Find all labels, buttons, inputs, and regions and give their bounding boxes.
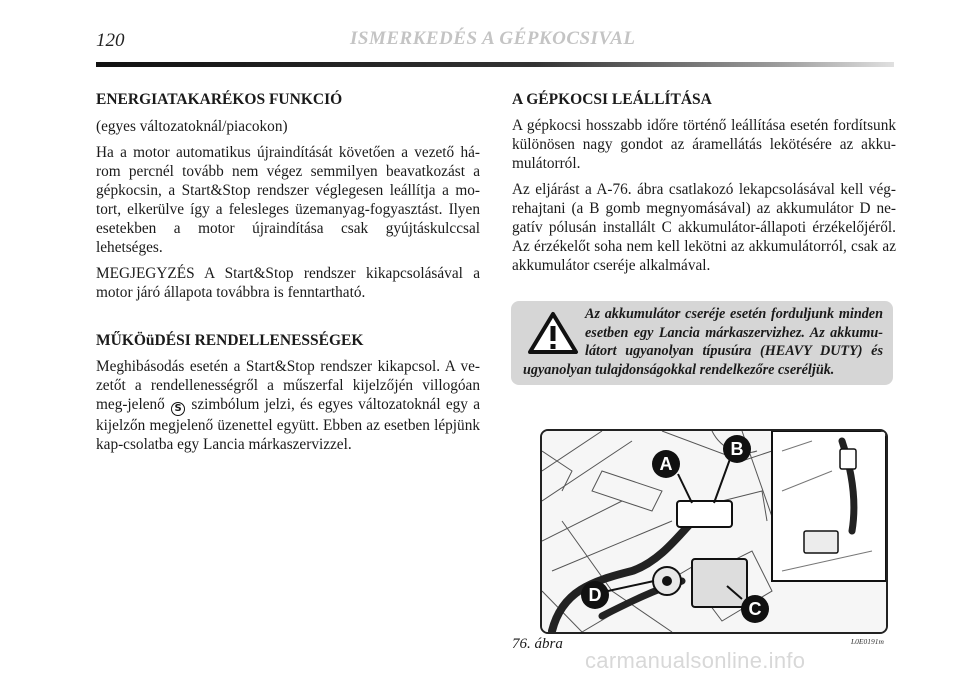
battery-illustration bbox=[542, 431, 886, 632]
paragraph-auto-restart: Ha a motor automatikus újraindítását követően a vezető há-rom percnél tovább nem végez semmilyen beavatkozást a gépkocsin, a Start&Stop rendszer véglegesen leállítja a mo-tort, elkerülve így a felesleges üzemanyag-fogyasztást. Ilyen esetekben a motor újraindítása csak gyújtáskulccsal lehetséges. bbox=[96, 144, 480, 256]
start-stop-symbol-icon: S bbox=[171, 402, 185, 416]
paragraph-procedure: Az eljárást a A-76. ábra csatlakozó lekapcsolásával kell vég-rehajtani (a B gomb megnyomásával) az akkumulátor D ne-gatív pólusán installált C akkumulátor-állapoti érzékelőjéről. Az érzékelőt soha nem kell lekötni az akkumulátorról, csak az akkumulátor cseréje alkalmával. bbox=[512, 181, 896, 274]
figure-caption: 76. ábra bbox=[512, 636, 563, 652]
right-column bbox=[512, 90, 896, 282]
callout-label-c: C bbox=[748, 599, 762, 619]
warning-text: Az akkumulátor cseréje esetén forduljunk minden esetben egy Lancia márkaszervizhez. Az akkumu-látort ugyanolyan típusúra (HEAVY DUTY) és ugyanolyan tulajdonságokkal rendelkezőre cseréljük. bbox=[523, 306, 883, 378]
callout-label-b: B bbox=[730, 439, 744, 459]
warning-box bbox=[511, 301, 893, 385]
paragraph-storage: A gépkocsi hosszabb időre történő leállítása esetén fordítsunk különösen nagy gondot az áramellátás lekötésére az akku-mulátorról. bbox=[512, 117, 896, 172]
watermark: carmanualsonline.info bbox=[585, 648, 806, 673]
callout-label-d: D bbox=[588, 585, 602, 605]
running-head: ISMERKEDÉS A GÉPKOCSIVAL bbox=[350, 28, 636, 49]
paragraph-malfunction-start: Meghibásodás esetén a Start&Stop rendszer kikapcsol. A ve-zetőt a rendellenességről a műszerfal kijelzőjén villogóan meg-jelenő bbox=[96, 358, 480, 413]
callout-label-a: A bbox=[659, 454, 673, 474]
header-rule bbox=[96, 62, 894, 67]
page-number: 120 bbox=[96, 30, 125, 51]
left-column bbox=[96, 90, 480, 461]
paragraph-note: MEGJEGYZÉS A Start&Stop rendszer kikapcsolásával a motor járó állapota továbbra is fenntartható. bbox=[96, 265, 480, 301]
battery-figure bbox=[540, 429, 888, 634]
paragraph-malfunction bbox=[96, 357, 480, 454]
section-heading-storage: A GÉPKOCSI LEÁLLÍTÁSA bbox=[512, 91, 712, 108]
section-heading-energy-saving: ENERGIATAKARÉKOS FUNKCIÓ bbox=[96, 91, 343, 108]
paragraph-malfunction-end: szimbólum jelzi, és egyes változatoknál egy a kijelzőn megjelenő üzenettel együtt. Ebben az esetben lépjünk kap-csolatba egy Lancia márkaszervizzel. bbox=[96, 396, 480, 453]
warning-triangle-icon bbox=[527, 311, 579, 355]
figure-code: L0E0191m bbox=[851, 637, 884, 646]
section-heading-malfunctions: MŰKÖüDÉSI RENDELLENESSÉGEK bbox=[96, 332, 364, 349]
section-subheading: (egyes változatoknál/piacokon) bbox=[96, 118, 288, 135]
